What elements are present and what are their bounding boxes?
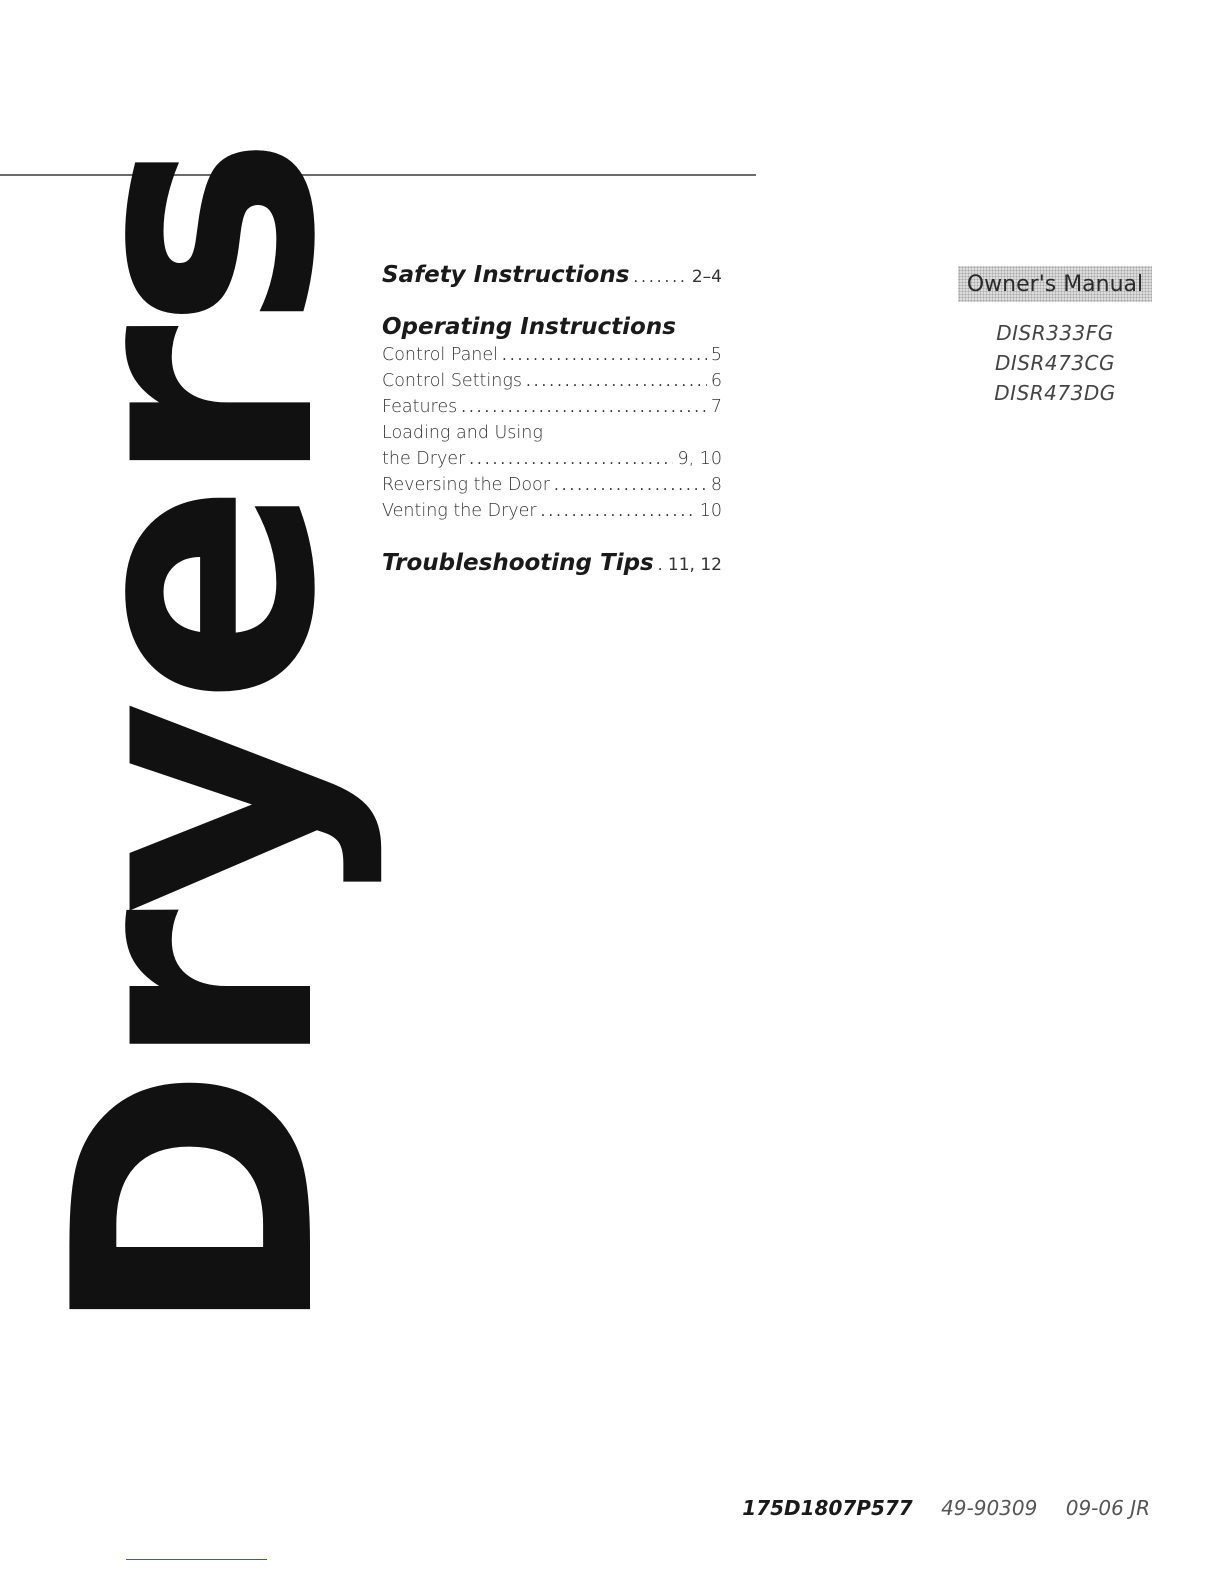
- toc-safety[interactable]: [382, 262, 722, 288]
- document-title: Dryers: [4, 140, 388, 1340]
- model-list: [958, 318, 1152, 408]
- toc-item-loading-and-using[interactable]: [382, 420, 722, 446]
- toc-leader: [541, 498, 696, 524]
- toc-item-features[interactable]: [382, 394, 722, 420]
- toc-item-pages: 8: [710, 475, 722, 495]
- model-number: DISR473DG: [994, 381, 1116, 405]
- toc-operating-heading[interactable]: Operating Instructions: [382, 314, 676, 340]
- toc-item-label: Reversing the Door: [382, 475, 550, 495]
- toc-leader: [469, 446, 673, 472]
- toc-leader: [461, 394, 707, 420]
- date-code: 09-06 JR: [1065, 1496, 1150, 1520]
- owners-manual-badge: Owner's Manual: [958, 266, 1152, 302]
- toc-leader: [502, 342, 707, 368]
- toc-item-reversing-the-door[interactable]: [382, 472, 722, 498]
- toc-leader: [633, 268, 687, 286]
- toc-item-control-panel[interactable]: [382, 342, 722, 368]
- toc-item-label: Venting the Dryer: [382, 501, 537, 521]
- toc-item-pages: 6: [710, 371, 722, 391]
- toc-troubleshooting-label: Troubleshooting Tips: [382, 550, 654, 576]
- toc-item-label: Features: [382, 397, 458, 417]
- toc-safety-label: Safety Instructions: [382, 262, 630, 288]
- toc-leader: [658, 556, 664, 574]
- toc-item-pages: 10: [699, 501, 722, 521]
- toc-leader: [554, 472, 707, 498]
- toc-item-pages: 9, 10: [677, 449, 722, 469]
- toc-safety-pages: 2–4: [691, 267, 722, 287]
- toc-item-label: Control Settings: [382, 371, 522, 391]
- toc-troubleshooting[interactable]: [382, 550, 722, 576]
- bottom-rule: [126, 1559, 267, 1560]
- toc-item-control-settings[interactable]: [382, 368, 722, 394]
- toc-item-pages: 7: [710, 397, 722, 417]
- toc-leader: [526, 368, 707, 394]
- toc-item-label: Control Panel: [382, 345, 499, 365]
- toc-item-label: the Dryer: [382, 449, 466, 469]
- toc-item-the-dryer[interactable]: [382, 446, 722, 472]
- toc-item-pages: 5: [710, 345, 722, 365]
- toc-item-venting-the-dryer[interactable]: [382, 498, 722, 524]
- model-number: DISR333FG: [996, 321, 1114, 345]
- footer-codes: [700, 1496, 1150, 1520]
- model-number: DISR473CG: [994, 351, 1116, 375]
- part-number: 175D1807P577: [742, 1496, 913, 1520]
- publication-number: 49-90309: [941, 1496, 1038, 1520]
- table-of-contents: [382, 262, 722, 576]
- toc-troubleshooting-pages: 11, 12: [667, 555, 722, 575]
- toc-item-label: Loading and Using: [382, 423, 543, 443]
